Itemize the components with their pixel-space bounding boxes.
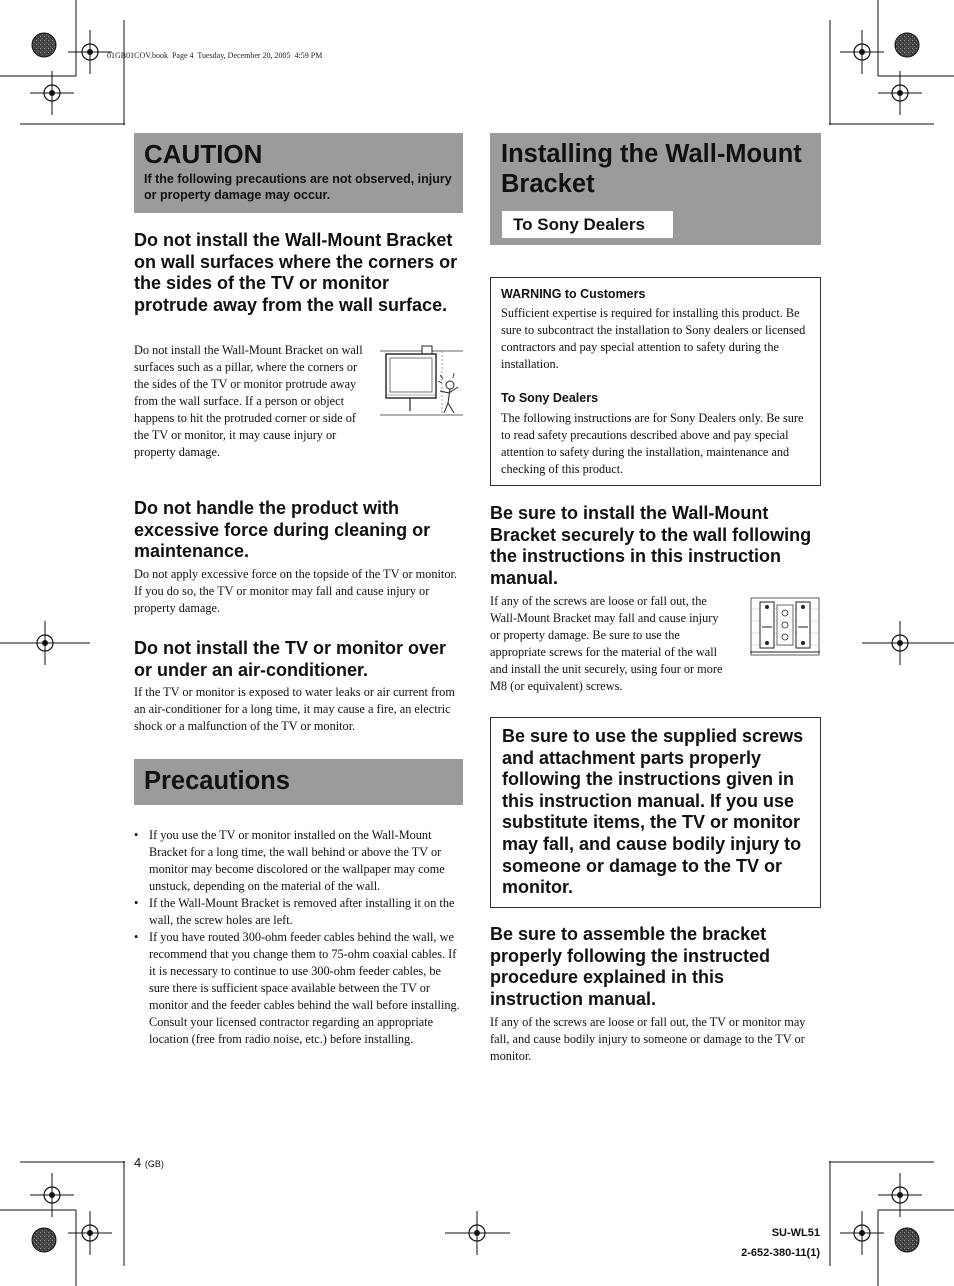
precautions-title: Precautions <box>144 767 290 795</box>
bullet: • <box>134 828 139 842</box>
precautions-list <box>134 827 463 1048</box>
sony-dealers-heading: To Sony Dealers <box>501 391 599 405</box>
bullet: • <box>134 896 139 910</box>
list-item-text: If the Wall-Mount Bracket is removed after installing it on the wall, the screw holes are left. <box>149 896 455 927</box>
supplied-parts-warning-box <box>490 717 821 908</box>
model-number: SU-WL51 <box>771 1227 820 1239</box>
assemble-bracket-heading: Be sure to assemble the bracket properly following the instructed procedure explained in this instruction manual. <box>490 924 771 1009</box>
tv-protrusion-illustration <box>380 345 463 418</box>
warning-body-excessive-force: Do not apply excessive force on the topside of the TV or monitor. If you do so, the TV or monitor may fall and cause injury or property damage. <box>134 567 457 615</box>
install-securely-body: If any of the screws are loose or fall out, the Wall-Mount Bracket may fall and cause injury or property damage. Be sure to use the appropriate screws for the material of the wall and install the unit securely, using four or more M8 (or equivalent) screws. <box>490 594 723 693</box>
sony-dealers-text: The following instructions are for Sony Dealers only. Be sure to read safety precautions described above and pay special attention to safety during the installation, maintenance and checking of this product. <box>501 411 804 476</box>
supplied-parts-warning-text: Be sure to use the supplied screws and attachment parts properly following the instructions given in this instruction manual. If you use substitute items, the TV or monitor may fall, and cause bodily injury to someone or damage to the TV or monitor. <box>502 726 804 898</box>
list-item <box>134 895 463 929</box>
print-header: 01GB01COV.book Page 4 Tuesday, December 20, 2005 4:59 PM <box>107 51 323 60</box>
warning-body-protrude: Do not install the Wall-Mount Bracket on wall surfaces such as a pillar, where the corners or the sides of the TV or monitor protrude away from the wall surface. If a person or object happens to hit the protruded corner or side of the TV or monitor, it may cause injury or property damage. <box>134 343 363 459</box>
install-securely-heading: Be sure to install the Wall-Mount Bracket securely to the wall following the instructions in this instruction manual. <box>490 503 812 588</box>
installing-title: Installing the Wall-Mount Bracket <box>501 140 802 198</box>
assemble-bracket-body: If any of the screws are loose or fall out, the TV or monitor may fall, and cause bodily injury to someone or damage to the TV or monitor. <box>490 1015 806 1063</box>
page-number <box>134 1155 164 1170</box>
list-item <box>134 827 463 895</box>
list-item-text: If you use the TV or monitor installed on the Wall-Mount Bracket for a long time, the wall behind or above the TV or monitor may become discolored or the wallpaper may come unstuck, depending on the material of the wall. <box>149 828 445 893</box>
list-item-text: If you have routed 300-ohm feeder cables behind the wall, we recommend that you change them to 75-ohm coaxial cables. If it is necessary to continue to use 300-ohm feeder cables, be sure there is sufficient space available between the TV or monitor and the feeder cables behind the wall before installing. Consult your licensed contractor regarding an appropriate location (free from radio noise, etc.) before installing. <box>149 930 460 1046</box>
warning-heading-air-conditioner: Do not install the TV or monitor over or under an air-conditioner. <box>134 638 447 680</box>
bullet: • <box>134 930 139 944</box>
precautions-banner <box>134 759 463 805</box>
warning-heading-protrude: Do not install the Wall-Mount Bracket on wall surfaces where the corners or the sides of the TV or monitor protrude away from the wall surface. <box>134 230 458 315</box>
page-region: (GB) <box>144 1159 164 1169</box>
warning-customers-text: Sufficient expertise is required for installing this product. Be sure to subcontract the installation to Sony dealers or licensed contractors and pay special attention to safety during the installation. <box>501 306 806 371</box>
warning-body-air-conditioner: If the TV or monitor is exposed to water leaks or air current from an air-conditioner for a long time, it may cause a fire, an electric shock or a malfunction of the TV or monitor. <box>134 685 455 733</box>
caution-title: CAUTION <box>144 139 263 169</box>
sony-dealers-tag: To Sony Dealers <box>502 211 673 238</box>
page-number-value: 4 <box>134 1155 142 1170</box>
caution-banner <box>134 133 463 213</box>
caution-subtitle: If the following precautions are not observed, injury or property damage may occur. <box>144 172 452 202</box>
list-item <box>134 929 463 1048</box>
warning-customers-heading: WARNING to Customers <box>501 287 646 301</box>
part-number: 2-652-380-11(1) <box>741 1247 820 1259</box>
warning-heading-excessive-force: Do not handle the product with excessive force during cleaning or maintenance. <box>134 498 431 562</box>
wall-bracket-illustration <box>750 597 820 656</box>
dealer-notice-box <box>490 277 821 486</box>
